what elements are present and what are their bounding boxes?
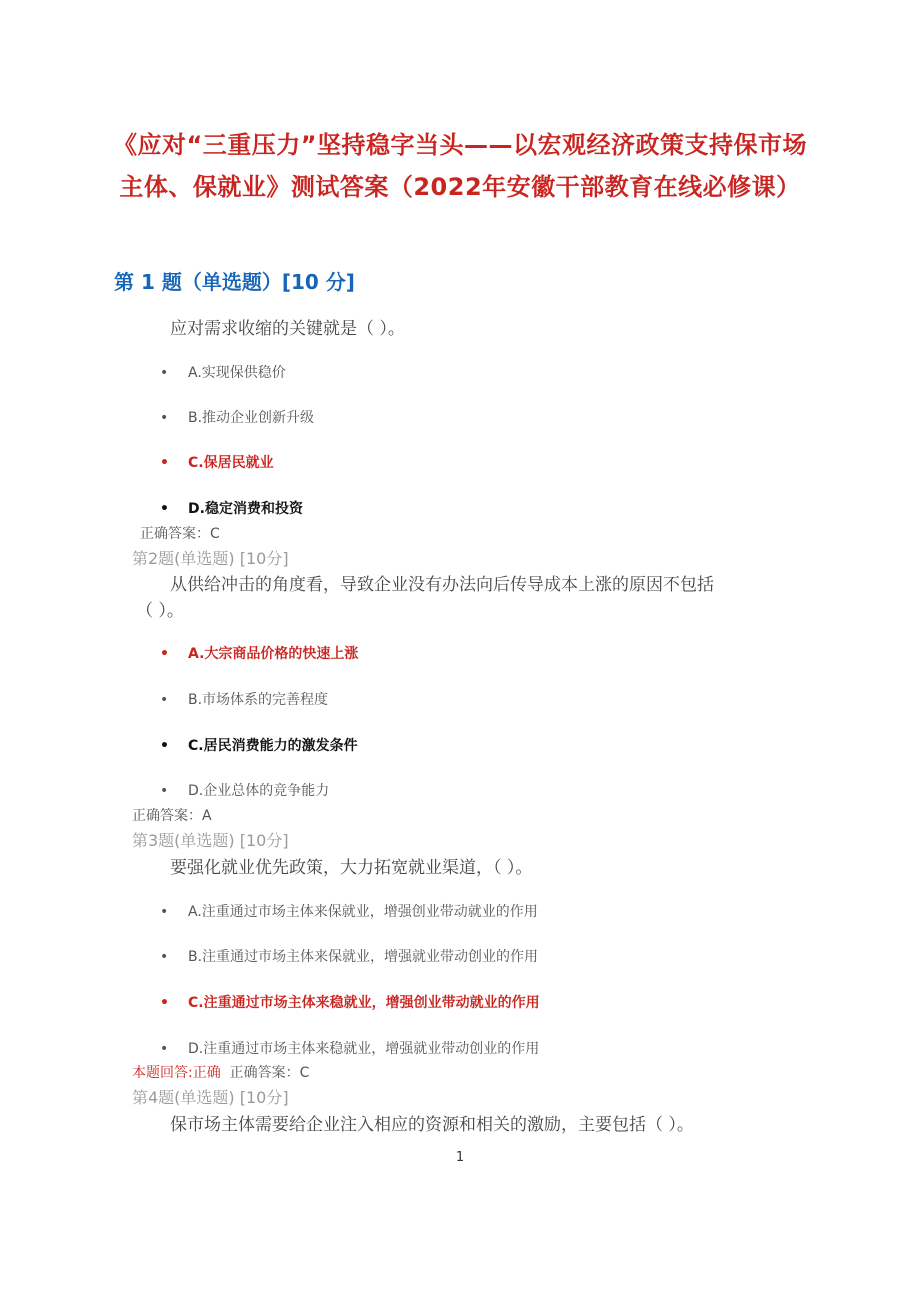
question-4-stem: 保市场主体需要给企业注入相应的资源和相关的激励，主要包括（ ）。 xyxy=(170,1115,694,1135)
question-3-result: 本题回答:正确 xyxy=(132,1065,221,1081)
option-label: D.注重通过市场主体来稳就业，增强就业带动创业的作用 xyxy=(188,1041,540,1057)
question-3-option-c-correct xyxy=(160,992,540,1012)
option-label: A.实现保供稳价 xyxy=(188,365,286,381)
bullet-icon: • xyxy=(160,455,169,471)
question-2-option-d xyxy=(160,780,329,800)
option-label: D.稳定消费和投资 xyxy=(188,501,303,517)
option-label: B.推动企业创新升级 xyxy=(188,410,315,426)
question-2-heading: 第2题(单选题) [10分] xyxy=(132,549,289,568)
question-1-stem: 应对需求收缩的关键就是（ ）。 xyxy=(170,319,405,339)
question-1-answer: 正确答案：C xyxy=(140,526,220,542)
bullet-icon: • xyxy=(160,904,169,920)
question-2-stem-line-2: （ ）。 xyxy=(136,601,184,621)
question-3-heading: 第3题(单选题) [10分] xyxy=(132,831,289,850)
question-3-answer: 正确答案：C xyxy=(229,1065,310,1081)
document-title: 《应对“三重压力”坚持稳字当头——以宏观经济政策支持保市场主体、保就业》测试答案（2022年安徽干部教育在线必修课） xyxy=(112,131,808,201)
option-label: A.大宗商品价格的快速上涨 xyxy=(188,646,359,662)
page-number: 1 xyxy=(455,1150,465,1165)
question-1-option-a xyxy=(160,362,286,382)
bullet-icon: • xyxy=(160,410,169,426)
bullet-icon: • xyxy=(160,783,169,799)
question-3-stem: 要强化就业优先政策，大力拓宽就业渠道，（ ）。 xyxy=(170,858,533,878)
bullet-icon: • xyxy=(160,995,169,1011)
option-label: C.居民消费能力的激发条件 xyxy=(188,738,358,754)
bullet-icon: • xyxy=(160,1041,169,1057)
question-3-result-line xyxy=(132,1062,309,1082)
option-label: D.企业总体的竞争能力 xyxy=(188,783,330,799)
option-label: B.市场体系的完善程度 xyxy=(188,692,329,708)
bullet-icon: • xyxy=(160,501,169,517)
bullet-icon: • xyxy=(160,692,169,708)
question-2-option-a-correct xyxy=(160,643,358,663)
question-4-heading: 第4题(单选题) [10分] xyxy=(132,1088,289,1107)
option-label: C.注重通过市场主体来稳就业，增强创业带动就业的作用 xyxy=(188,995,540,1011)
question-1-option-c-correct xyxy=(160,452,274,472)
option-label: C.保居民就业 xyxy=(188,455,274,471)
bullet-icon: • xyxy=(160,949,169,965)
bullet-icon: • xyxy=(160,646,169,662)
question-3-option-d xyxy=(160,1038,539,1058)
question-2-option-b xyxy=(160,689,328,709)
question-1-heading: 第 1 题（单选题）[10 分] xyxy=(114,270,355,294)
bullet-icon: • xyxy=(160,738,169,754)
question-2-option-c xyxy=(160,735,358,755)
question-2-answer: 正确答案：A xyxy=(132,808,212,824)
question-3-option-b xyxy=(160,946,538,966)
bullet-icon: • xyxy=(160,365,169,381)
option-label: B.注重通过市场主体来保就业，增强就业带动创业的作用 xyxy=(188,949,539,965)
question-2-stem-line-1: 从供给冲击的角度看，导致企业没有办法向后传导成本上涨的原因不包括 xyxy=(170,575,714,595)
question-3-option-a xyxy=(160,901,538,921)
question-1-option-b xyxy=(160,407,314,427)
option-label: A.注重通过市场主体来保就业，增强创业带动就业的作用 xyxy=(188,904,538,920)
question-1-option-d xyxy=(160,498,303,518)
